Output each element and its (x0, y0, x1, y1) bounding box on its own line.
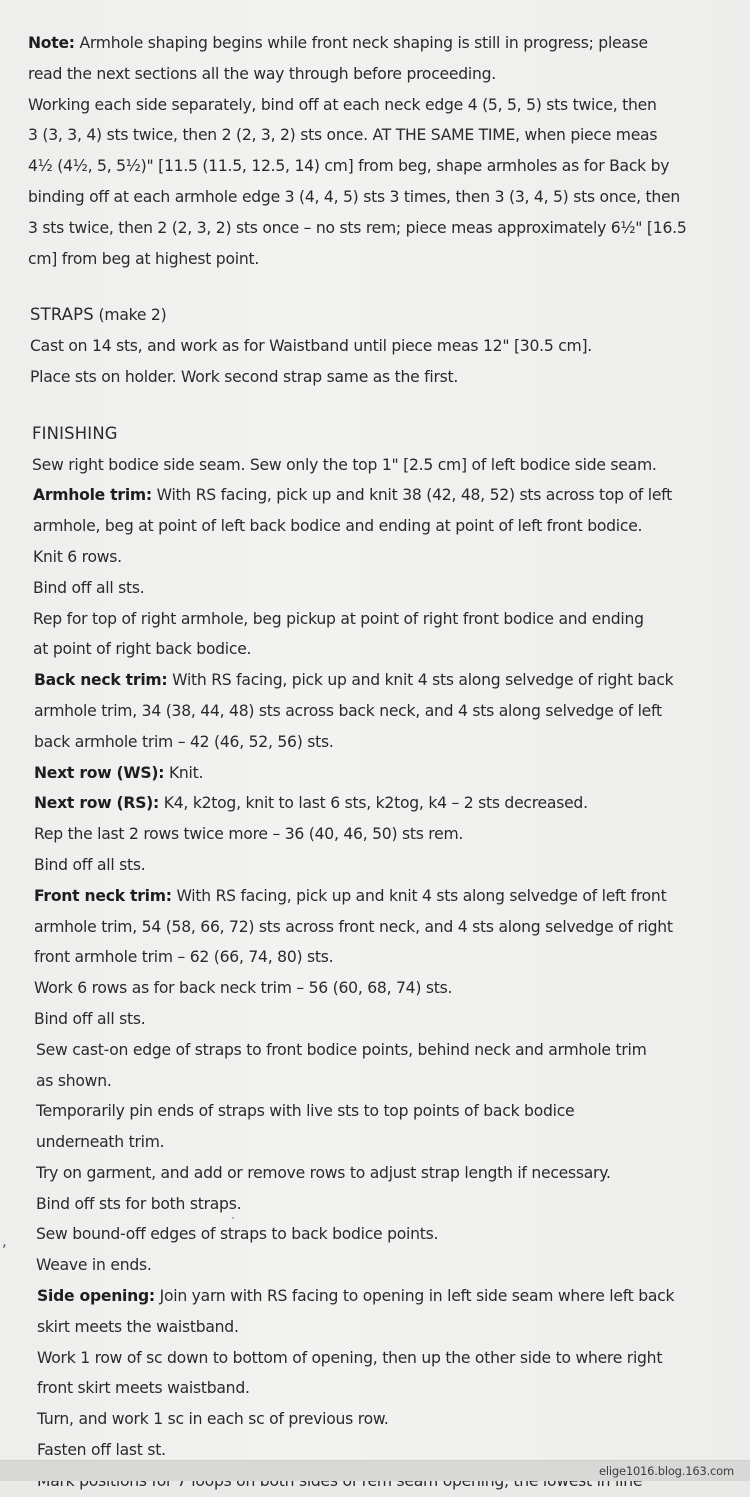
armhole-trim-line: armhole, beg at point of left back bodice and ending at point of left front bodice. (33, 517, 643, 536)
next-row-rs-label: Next row (RS): (34, 794, 160, 813)
next-row-ws-label: Next row (WS): (34, 763, 165, 782)
section-gap (28, 274, 728, 300)
front-neck-trim-line: Work 6 rows as for back neck trim – 56 (60, 68, 74) sts. (34, 979, 453, 998)
finishing-step-line: as shown. (36, 1071, 112, 1090)
side-opening-line: Work 1 row of sc down to bottom of opening, then up the other side to where right (37, 1348, 663, 1367)
front-neck-trim-line: Bind off all sts. (34, 1009, 146, 1028)
watermark-text: elige1016.blog.163.com (598, 1464, 734, 1478)
finishing-heading: FINISHING (32, 423, 118, 443)
straps-heading: STRAPS (make 2) (30, 305, 167, 325)
margin-mark: , (2, 1232, 7, 1250)
armhole-trim-line: at point of right back bodice. (33, 640, 252, 659)
next-row-rs-line: Next row (RS): K4, k2tog, knit to last 6 sts, k2tog, k4 – 2 sts decreased. (34, 794, 588, 813)
armhole-trim-line: Rep for top of right armhole, beg pickup at point of right front bodice and ending (33, 609, 644, 628)
side-opening-line: Fasten off last st. (37, 1441, 166, 1460)
next-row-ws-line: Next row (WS): Knit. (34, 763, 204, 782)
side-opening-line: front skirt meets waistband. (37, 1379, 250, 1398)
section-gap (28, 393, 728, 419)
finishing-step-line: Sew bound-off edges of straps to back bodice points. (36, 1225, 439, 1244)
note-line: 3 sts twice, then 2 (2, 3, 2) sts once – no sts rem; piece meas approximately 6½" [16.5 (28, 218, 687, 237)
finishing-step-line: Sew cast-on edge of straps to front bodice points, behind neck and armhole trim (36, 1040, 647, 1059)
watermark-bar (0, 1460, 750, 1481)
armhole-trim-line: Bind off all sts. (33, 578, 145, 597)
back-neck-trim-line: Rep the last 2 rows twice more – 36 (40, 46, 50) sts rem. (34, 825, 464, 844)
finishing-step-line: Bind off sts for both straps. (36, 1194, 242, 1213)
note-line: Note: Armhole shaping begins while front neck shaping is still in progress; please (28, 34, 648, 52)
note-line: Working each side separately, bind off at each neck edge 4 (5, 5, 5) sts twice, then (28, 95, 657, 114)
side-opening-line: Turn, and work 1 sc in each sc of previous row. (37, 1410, 389, 1429)
pattern-text (28, 28, 728, 1497)
straps-line: Place sts on holder. Work second strap same as the first. (30, 367, 459, 386)
note-line: cm] from beg at highest point. (28, 249, 260, 268)
finishing-step-line: Temporarily pin ends of straps with live sts to top points of back bodice (36, 1102, 575, 1121)
note-label: Note: (28, 34, 75, 52)
armhole-trim-label: Armhole trim: (33, 486, 152, 505)
side-opening-line: Side opening: Join yarn with RS facing to opening in left side seam where left back (37, 1287, 675, 1306)
note-line: 3 (3, 3, 4) sts twice, then 2 (2, 3, 2) sts once. AT THE SAME TIME, when piece meas (28, 126, 658, 145)
back-neck-trim-line: armhole trim, 34 (38, 44, 48) sts across back neck, and 4 sts along selvedge of left (34, 701, 662, 720)
straps-line: Cast on 14 sts, and work as for Waistband until piece meas 12" [30.5 cm]. (30, 337, 593, 356)
side-opening-label: Side opening: (37, 1287, 155, 1306)
armhole-trim-line: Knit 6 rows. (33, 547, 122, 566)
front-neck-trim-line: armhole trim, 54 (58, 66, 72) sts across front neck, and 4 sts along selvedge of right (34, 917, 673, 936)
finishing-step-line: Weave in ends. (36, 1256, 152, 1275)
finishing-step-line: underneath trim. (36, 1133, 165, 1152)
finishing-line: Sew right bodice side seam. Sew only the top 1" [2.5 cm] of left bodice side seam. (32, 455, 657, 474)
note-line: binding off at each armhole edge 3 (4, 4, 5) sts 3 times, then 3 (3, 4, 5) sts once, then (28, 187, 681, 206)
scan-speck (232, 1217, 234, 1219)
front-neck-trim-label: Front neck trim: (34, 886, 172, 905)
side-opening-line: skirt meets the waistband. (37, 1317, 239, 1336)
back-neck-trim-label: Back neck trim: (34, 671, 168, 690)
note-line: read the next sections all the way through before proceeding. (28, 64, 496, 83)
back-neck-trim-line: back armhole trim – 42 (46, 52, 56) sts. (34, 732, 334, 751)
front-neck-trim-line: front armhole trim – 62 (66, 74, 80) sts. (34, 948, 334, 967)
armhole-trim-line: Armhole trim: With RS facing, pick up and knit 38 (42, 48, 52) sts across top of left (33, 486, 672, 505)
note-line: 4½ (4½, 5, 5½)" [11.5 (11.5, 12.5, 14) cm] from beg, shape armholes as for Back by (28, 157, 670, 176)
back-neck-trim-line: Back neck trim: With RS facing, pick up and knit 4 sts along selvedge of right back (34, 671, 674, 690)
front-neck-trim-line: Front neck trim: With RS facing, pick up and knit 4 sts along selvedge of left front (34, 886, 667, 905)
finishing-step-line: Try on garment, and add or remove rows to adjust strap length if necessary. (36, 1163, 611, 1182)
back-neck-trim-line: Bind off all sts. (34, 855, 146, 874)
